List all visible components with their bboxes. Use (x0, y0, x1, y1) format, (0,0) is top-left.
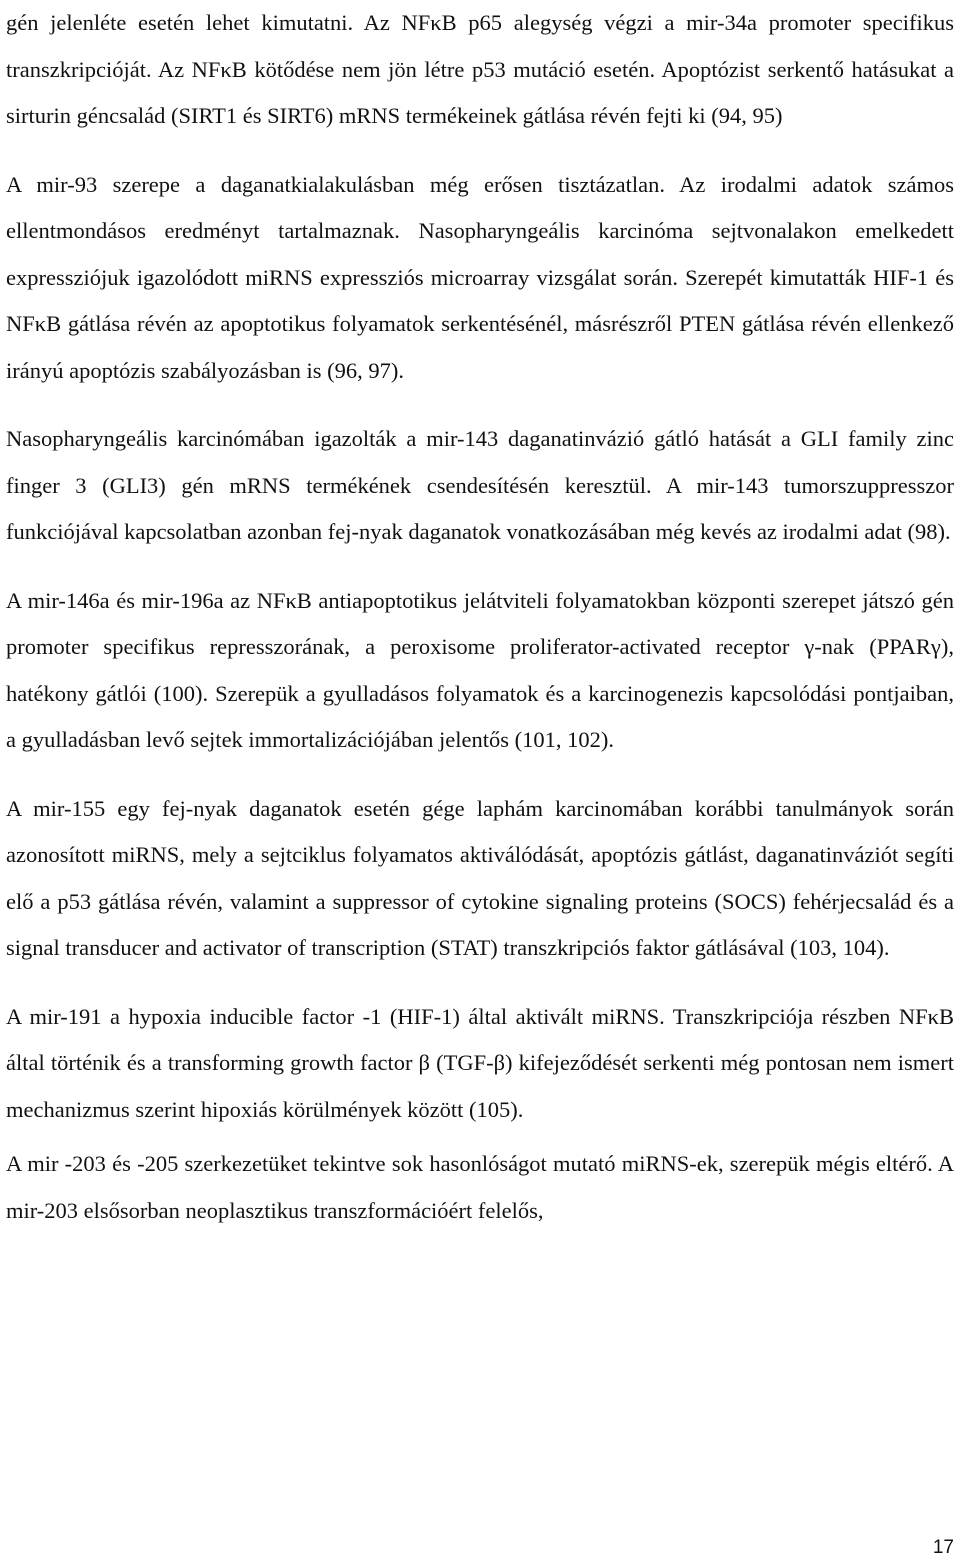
paragraph-gap (6, 1133, 954, 1141)
paragraph-gap (6, 972, 954, 994)
paragraph-gap (6, 394, 954, 416)
paragraph-7: A mir -203 és -205 szerkezetüket tekintve sok hasonlóságot mutató miRNS-ek, szerepük mégis eltérő. A mir-203 elsősorban neoplasztikus transzformációért felelős, (6, 1151, 954, 1223)
paragraph-2: A mir-93 szerepe a daganatkialakulásban még erősen tisztázatlan. Az irodalmi adatok számos ellentmondásos eredményt tartalmaznak. Nasopharyngeális karcinóma sejtvonalakon emelkedett expressziójuk igazolódott miRNS expressziós microarray vizsgálat során. Szerepét kimutatták HIF-1 és NFκB gátlása révén az apoptotikus folyamatok serkentésénél, másrészről PTEN gátlása révén ellenkező irányú apoptózis szabályozásban is (96, 97). (6, 171, 954, 383)
page-number: 17 (932, 1537, 954, 1558)
paragraph-5: A mir-155 egy fej-nyak daganatok esetén gége laphám karcinomában korábbi tanulmányok során azonosított miRNS, mely a sejtciklus folyamatos aktiválódását, apoptózis gátlást, daganatinváziót segíti elő a p53 gátlása révén, valamint a suppressor of cytokine signaling proteins (SOCS) fehérjecsalád és a signal transducer and activator of transcription (STAT) transzkripciós faktor gátlásával (103, 104). (6, 795, 954, 960)
paragraph-gap (6, 764, 954, 786)
paragraph-6: A mir-191 a hypoxia inducible factor -1 (HIF-1) által aktivált miRNS. Transzkripciója részben NFκB által történik és a transforming growth factor β (TGF-β) kifejeződését serkenti még pontosan nem ismert mechanizmus szerint hipoxiás körülmények között (105). (6, 1003, 954, 1122)
paragraph-3: Nasopharyngeális karcinómában igazolták a mir-143 daganatinvázió gátló hatását a GLI family zinc finger 3 (GLI3) gén mRNS termékének csendesítésén keresztül. A mir-143 tumorszuppresszor funkciójával kapcsolatban azonban fej-nyak daganatok vonatkozásában még kevés az irodalmi adat (98). (6, 426, 954, 544)
paragraph-gap (6, 556, 954, 578)
document-body (6, 0, 954, 1234)
paragraph-1: gén jelenléte esetén lehet kimutatni. Az NFκB p65 alegység végzi a mir-34a promoter specifikus transzkripcióját. Az NFκB kötődése nem jön létre p53 mutáció esetén. Apoptózist serkentő hatásukat a sirturin géncsalád (SIRT1 és SIRT6) mRNS termékeinek gátlása révén fejti ki (94, 95) (6, 10, 954, 128)
paragraph-gap (6, 140, 954, 162)
paragraph-4: A mir-146a és mir-196a az NFκB antiapoptotikus jelátviteli folyamatokban központi szerepet játszó gén promoter specifikus represszorának, a peroxisome proliferator-activated receptor γ-nak (PPARγ), hatékony gátlói (100). Szerepük a gyulladásos folyamatok és a karcinogenezis kapcsolódási pontjaiban, a gyulladásban levő sejtek immortalizációjában jelentős (101, 102). (6, 587, 954, 752)
